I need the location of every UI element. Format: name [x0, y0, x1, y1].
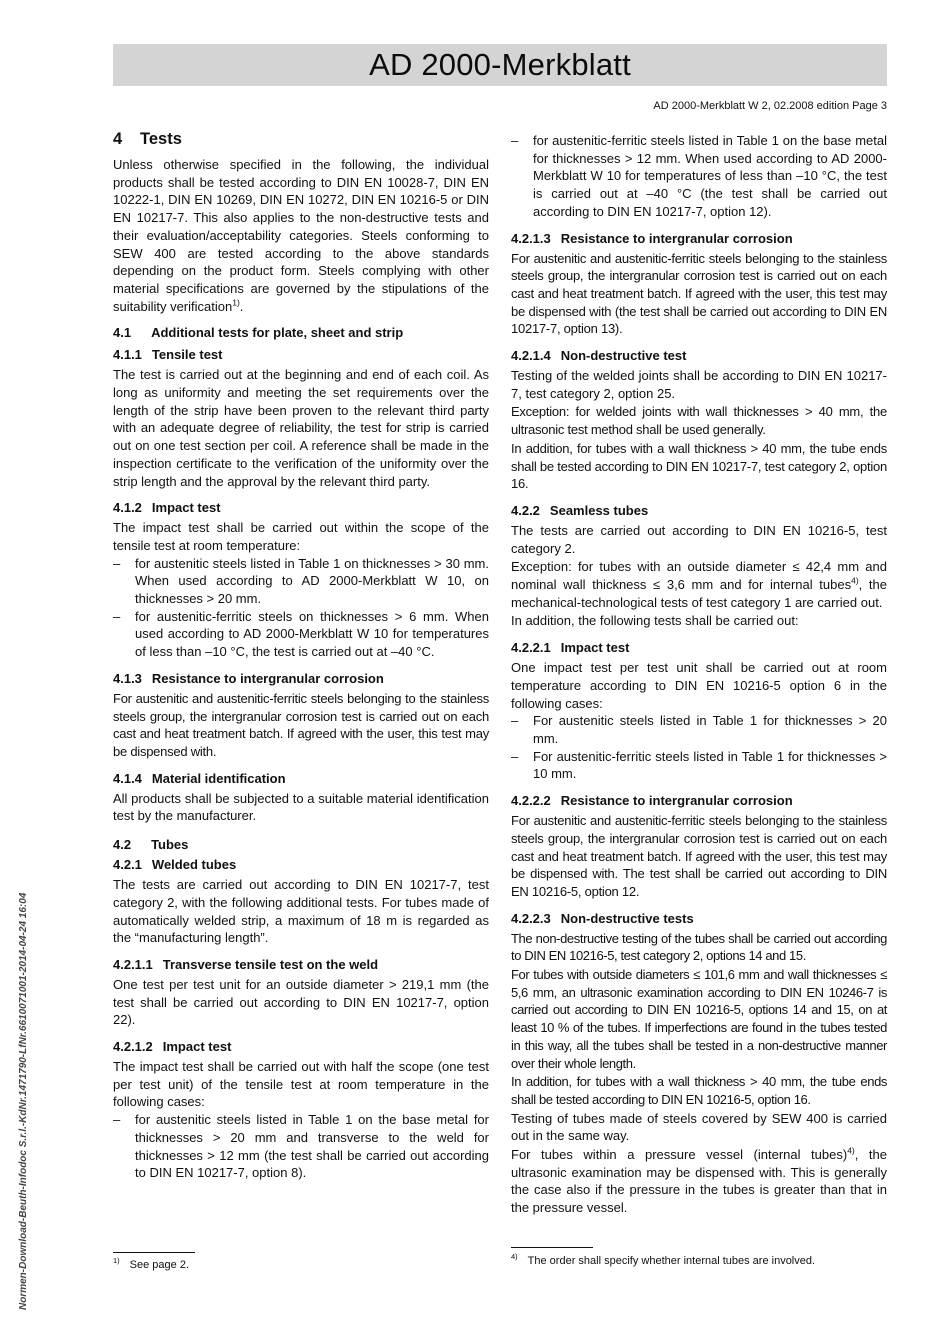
section-title: Tests: [140, 130, 182, 148]
section-number: 4.1.3: [113, 670, 142, 686]
paragraph: The tests are carried out according to DIN EN 10217-7, test category 2, with the following additional tests. For tubes made of automatically welded strip, a maximum of 18 m is regarded as the “manufacturing length”.: [113, 877, 489, 946]
footnote-mark: 4): [511, 1252, 518, 1262]
section-heading: [113, 128, 489, 150]
footnote: [511, 1252, 816, 1267]
footnote: [113, 1256, 190, 1271]
footnote-text: The order shall specify whether internal tubes are involved.: [527, 1255, 816, 1267]
footnote-mark: 1): [113, 1256, 120, 1266]
section-heading: [511, 502, 887, 519]
section-title: Material identification: [151, 770, 286, 786]
list-item: – for austenitic steels listed in Table 1 on the base metal for thicknesses > 20 mm and transverse to the weld for thicknesses > 12 mm (the test shall be carried out according to DIN EN 10217-7, option 8).: [113, 1112, 489, 1181]
paragraph: Testing of tubes made of steels covered by SEW 400 is carried out in the same way.: [511, 1110, 887, 1144]
section-number: 4.2.1.3: [511, 230, 551, 246]
paragraph: The impact test shall be carried out with half the scope (one test per test unit) of the tensile test at room temperature in the following cases:: [113, 1059, 489, 1110]
section-title: Transverse tensile test on the weld: [162, 956, 379, 972]
paragraph: For tubes with outside diameters ≤ 101,6 mm and wall thicknesses ≤ 5,6 mm, an ultrasonic examination according to DIN EN 10246-7 is carried out according to DIN EN 10216-5, options 14 and 15, on at least 10 % of the tubes. If imperfections are found in the tubes tested in this way, all the tubes shall be tested in a non-destructive manner over their whole length.: [511, 967, 887, 1071]
footnote-ref[interactable]: 4): [847, 1145, 855, 1156]
section-heading: [113, 1038, 489, 1055]
section-title: Resistance to intergranular corrosion: [151, 670, 384, 686]
dash-list: [511, 132, 887, 221]
section-heading: [511, 792, 887, 809]
section-number: 4.2.2: [511, 502, 540, 518]
paragraph: The test is carried out at the beginning and end of each coil. As long as uniformity and meeting the set requirements over the length of the strip have been proven to the relevant third party with an adequate degree of reliability, the test for strip is carried out on one test section per coil. A reference shall be made in the inspection certificate to the verification of the uniformity over the strip length and the approval by the relevant third party.: [113, 367, 489, 489]
list-item: – For austenitic-ferritic steels listed in Table 1 for thicknesses > 10 mm.: [511, 748, 887, 782]
section-title: Non-destructive test: [560, 348, 687, 364]
document-banner: [113, 44, 887, 86]
footnote-rule: [113, 1252, 195, 1253]
paragraph: All products shall be subjected to a suitable material identification test by the manufacturer.: [113, 790, 489, 824]
paragraph: For austenitic and austenitic-ferritic steels belonging to the stainless steels group, the intergranular corrosion test is carried out on each cast and heat treatment batch. If agreed with the user, this test may be dispensed with. The test shall be carried out according to DIN EN 10216-5, option 12.: [511, 813, 887, 899]
paragraph: One impact test per test unit shall be carried out at room temperature according to DIN EN 10216-5 option 6 in the following cases:: [511, 660, 887, 711]
section-number: 4.2.1.2: [113, 1039, 153, 1055]
paragraph: In addition, for tubes with a wall thickness > 40 mm, the tube ends shall be tested according to DIN EN 10216-5, option 16.: [511, 1074, 887, 1107]
paragraph: For austenitic and austenitic-ferritic steels belonging to the stainless steels group, the intergranular corrosion test is carried out on each cast and heat treatment batch. If agreed with the user, this test may be dispensed with.: [113, 690, 489, 759]
list-item: – for austenitic-ferritic steels on thicknesses > 6 mm. When used according to AD 2000-Merkblatt W 10 for temperatures of less than –10 °C, the test is carried out at –40 °C.: [113, 608, 489, 660]
section-heading: [511, 910, 887, 927]
paragraph: Exception: for welded joints with wall thicknesses > 40 mm, the ultrasonic test method shall be used generally.: [511, 404, 887, 438]
section-heading: [511, 230, 887, 247]
section-number: 4.2.1: [113, 857, 142, 873]
section-title: Additional tests for plate, sheet and strip: [151, 325, 404, 341]
section-title: Welded tubes: [151, 857, 237, 873]
section-number: 4.2.2.3: [511, 910, 551, 926]
footnote-rule: [511, 1247, 593, 1248]
footnote-text: See page 2.: [129, 1259, 190, 1271]
section-title: Impact test: [162, 1039, 232, 1055]
right-column: [511, 128, 887, 1217]
banner-title: AD 2000-Merkblatt: [369, 47, 631, 82]
paragraph: The impact test shall be carried out within the scope of the tensile test at room temperature:: [113, 520, 489, 553]
paragraph: Exception: for tubes with an outside diameter ≤ 42,4 mm and nominal wall thickness ≤ 3,6 mm and for internal tubes$^{4)}$, the mechanical-technological tests of test category 1 are carried out.: [511, 559, 888, 610]
section-number: 4.2.1.4: [511, 348, 551, 364]
paragraph: Testing of the welded joints shall be according to DIN EN 10217-7, test category 2, option 25.: [511, 368, 887, 401]
paragraph: The non-destructive testing of the tubes shall be carried out according to DIN EN 10216-5, test category 2, options 14 and 15.: [511, 930, 887, 964]
edition-line: AD 2000-Merkblatt W 2, 02.2008 edition Page 3: [653, 100, 887, 112]
paragraph: For austenitic and austenitic-ferritic steels belonging to the stainless steels group, the intergranular corrosion test is carried out on each cast and heat treatment batch. If agreed with the user, this test may be dispensed with (the test shall be carried out according to DIN EN 10217-7, option 13).: [511, 250, 887, 337]
section-heading: [511, 347, 887, 364]
dash-list: [113, 1111, 489, 1182]
section-title: Tubes: [151, 837, 189, 853]
section-heading: [113, 670, 489, 687]
paragraph: In addition, for tubes with a wall thickness > 40 mm, the tube ends shall be tested according to DIN EN 10217-7, test category 2, option 16.: [511, 440, 887, 492]
section-title: Resistance to intergranular corrosion: [560, 793, 793, 809]
section-number: 4.2.2.1: [511, 640, 551, 656]
list-item: – for austenitic-ferritic steels listed in Table 1 on the base metal for thicknesses > 12 mm. When used according to AD 2000-Merkblatt W 10 for temperatures of less than –10 °C, the test is carried out at –40 °C (the test shall be carried out according to DIN EN 10217-7, option 12).: [511, 133, 887, 219]
section-number: 4.1.2: [113, 500, 142, 516]
section-title: Seamless tubes: [549, 502, 649, 518]
section-number: 4.2.2.2: [511, 793, 551, 809]
section-title: Tensile test: [151, 347, 223, 363]
section-heading: [113, 499, 489, 516]
side-download-stamp: Normen-Download-Beuth-Infodoc S.r.l.-KdNr.1471790-LfNr.6610071001-2014-04-24 16:04: [18, 892, 29, 1310]
section-number: 4: [113, 130, 123, 148]
list-item: – for austenitic steels listed in Table 1 on thicknesses > 30 mm. When used according to AD 2000-Merkblatt W 10, on thicknesses > 20 mm.: [113, 555, 489, 607]
section-number: 4.2.1.1: [113, 956, 153, 972]
section-heading: [113, 856, 489, 873]
left-column: [113, 128, 489, 1182]
paragraph: In addition, the following tests shall be carried out:: [511, 613, 799, 629]
section-number: 4.1.4: [113, 770, 142, 786]
section-heading: [113, 836, 489, 853]
section-heading: [113, 770, 489, 787]
section-title: Impact test: [560, 640, 630, 656]
footnote-ref[interactable]: 1): [232, 297, 240, 308]
list-item: – For austenitic steels listed in Table 1 for thicknesses > 20 mm.: [511, 713, 887, 746]
section-title: Non-destructive tests: [560, 910, 694, 926]
section-heading: [511, 639, 887, 656]
section-number: 4.2: [113, 837, 132, 853]
section-number: 4.1.1: [113, 347, 142, 363]
section-title: Impact test: [151, 500, 221, 516]
section-heading: [113, 346, 489, 363]
section-heading: [113, 956, 489, 973]
footnote-ref[interactable]: 4): [851, 575, 859, 586]
section-heading: [113, 324, 489, 341]
paragraph: One test per test unit for an outside diameter > 219,1 mm (the test shall be carried out according to DIN EN 10217-7, option 22).: [113, 976, 489, 1028]
dash-list: [511, 712, 887, 783]
section-number: 4.1: [113, 325, 132, 341]
paragraph: Unless otherwise specified in the following, the individual products shall be tested according to DIN EN 10028-7, DIN EN 10222-1, DIN EN 10269, DIN EN 10272, DIN EN 10216-5 or DIN EN 10217-7. This also applies to the non-destructive tests and their evaluation/acceptability categories. Steels conforming to SEW 400 are tested according to the above standards depending on the product form. Steels complying with other material specifications are governed by the stipulations of the suitability verification$^{1)}$.: [113, 157, 489, 314]
paragraph: For tubes within a pressure vessel (internal tubes)$^{4)}$, the ultrasonic examination may be dispensed with. This is generally the case also if the pressure in the tubes is greater than that in the pressure vessel.: [511, 1145, 888, 1216]
dash-list: [113, 555, 489, 661]
paragraph: The tests are carried out according to DIN EN 10216-5, test category 2.: [511, 522, 887, 556]
section-title: Resistance to intergranular corrosion: [560, 230, 793, 246]
